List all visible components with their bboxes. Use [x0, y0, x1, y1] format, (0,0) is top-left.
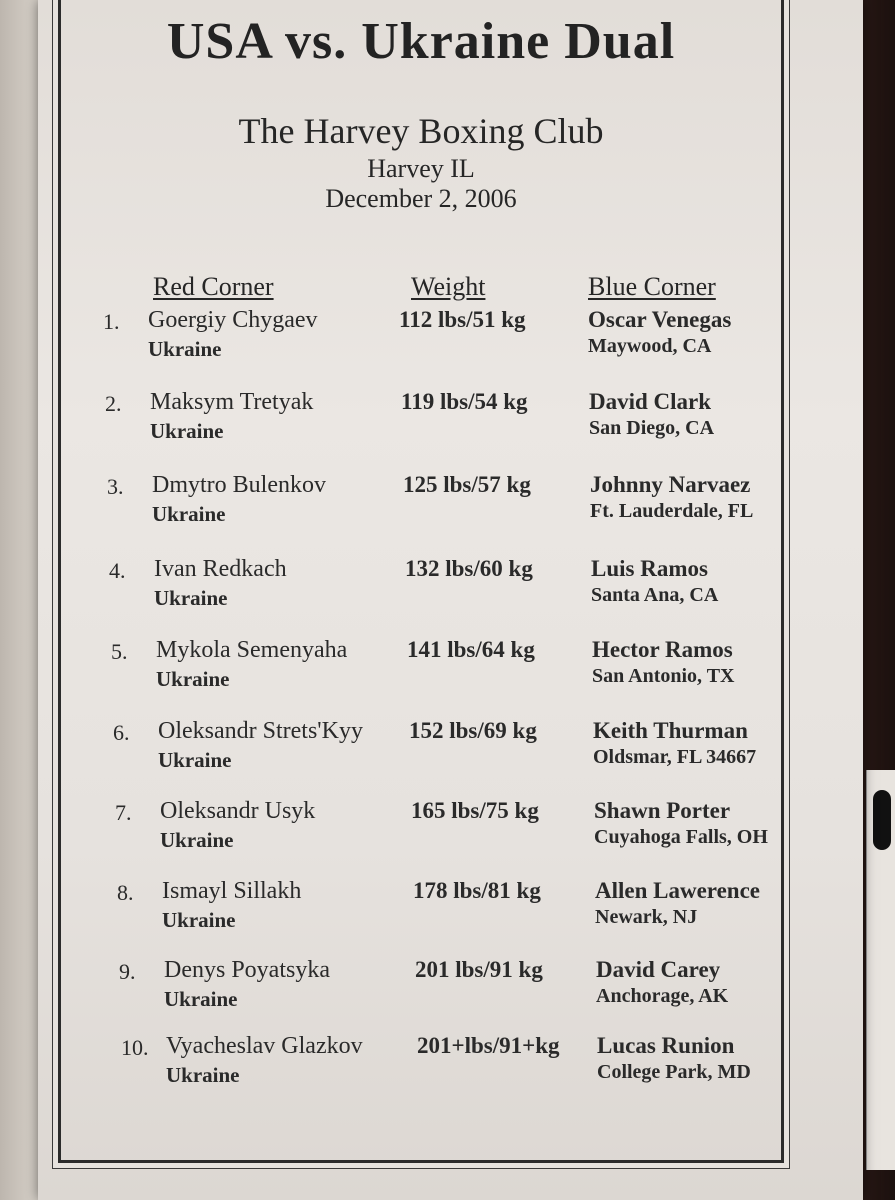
bout-row — [61, 637, 781, 707]
blue-corner-name: David Clark — [589, 389, 712, 414]
red-corner-country: Ukraine — [156, 667, 230, 691]
bout-weight: 152 lbs/69 kg — [409, 718, 537, 743]
bout-weight: 119 lbs/54 kg — [401, 389, 528, 414]
blue-corner-name: Luis Ramos — [591, 556, 708, 581]
blue-corner-location: San Antonio, TX — [592, 665, 735, 687]
bout-row — [61, 718, 781, 788]
bout-row — [61, 1033, 781, 1103]
bout-row — [61, 472, 781, 542]
red-corner-name: Oleksandr Usyk — [160, 798, 316, 824]
club-name: The Harvey Boxing Club — [238, 111, 604, 151]
bout-number: 3. — [107, 474, 124, 499]
red-corner-country: Ukraine — [154, 586, 228, 610]
bout-number: 4. — [109, 558, 126, 583]
red-corner-name: Denys Poyatsyka — [164, 957, 330, 983]
bout-number: 7. — [115, 800, 132, 825]
bout-number: 5. — [111, 639, 128, 664]
blue-corner-location: Cuyahoga Falls, OH — [594, 826, 768, 848]
bout-weight: 178 lbs/81 kg — [413, 878, 541, 903]
document-title: USA vs. Ukraine Dual — [166, 13, 676, 70]
blue-corner-name: Johnny Narvaez — [590, 472, 751, 497]
red-corner-name: Ismayl Sillakh — [162, 878, 302, 904]
header-red-corner: Red Corner — [153, 272, 274, 301]
adjacent-card — [866, 770, 895, 1170]
event-date: December 2, 2006 — [325, 184, 517, 213]
red-corner-name: Ivan Redkach — [154, 556, 287, 582]
red-corner-name: Oleksandr Strets'Kyy — [158, 718, 363, 744]
red-corner-country: Ukraine — [160, 828, 234, 852]
blue-corner-name: Keith Thurman — [593, 718, 748, 743]
blue-corner-name: Shawn Porter — [594, 798, 731, 823]
blue-corner-name: Allen Lawerence — [595, 878, 761, 903]
program-sheet — [38, 0, 863, 1200]
bout-number: 9. — [119, 959, 136, 984]
blue-corner-name: Hector Ramos — [592, 637, 733, 662]
blue-corner-location: Ft. Lauderdale, FL — [590, 500, 754, 522]
bout-row — [61, 389, 781, 459]
bout-weight: 201 lbs/91 kg — [415, 957, 543, 982]
header-blue-corner: Blue Corner — [588, 272, 716, 301]
red-corner-country: Ukraine — [162, 908, 236, 932]
blue-corner-location: Anchorage, AK — [596, 985, 729, 1007]
bout-weight: 125 lbs/57 kg — [403, 472, 531, 497]
blue-corner-location: College Park, MD — [597, 1061, 751, 1083]
bout-weight: 141 lbs/64 kg — [407, 637, 535, 662]
bout-weight: 201+lbs/91+kg — [417, 1033, 560, 1058]
red-corner-name: Goergiy Chygaev — [148, 307, 318, 333]
bout-row — [61, 556, 781, 626]
blue-corner-location: Maywood, CA — [588, 335, 712, 357]
blue-corner-location: Santa Ana, CA — [591, 584, 719, 606]
red-corner-country: Ukraine — [148, 337, 222, 361]
bout-number: 2. — [105, 391, 122, 416]
card-image — [873, 790, 891, 850]
bout-number: 10. — [121, 1035, 149, 1060]
bout-row — [61, 798, 781, 868]
red-corner-name: Mykola Semenyaha — [156, 637, 348, 663]
bout-number: 1. — [103, 309, 120, 334]
blue-corner-location: Oldsmar, FL 34667 — [593, 746, 757, 768]
bout-row — [61, 307, 781, 377]
page-border — [58, 0, 784, 1163]
red-corner-name: Vyacheslav Glazkov — [166, 1033, 363, 1059]
red-corner-country: Ukraine — [150, 419, 224, 443]
red-corner-name: Dmytro Bulenkov — [152, 472, 326, 498]
blue-corner-location: Newark, NJ — [595, 906, 698, 928]
blue-corner-name: Lucas Runion — [597, 1033, 735, 1058]
bout-number: 8. — [117, 880, 134, 905]
bout-row — [61, 957, 781, 1027]
red-corner-name: Maksym Tretyak — [150, 389, 314, 415]
bout-weight: 165 lbs/75 kg — [411, 798, 539, 823]
red-corner-country: Ukraine — [164, 987, 238, 1011]
event-location: Harvey IL — [367, 154, 475, 183]
bout-weight: 132 lbs/60 kg — [405, 556, 533, 581]
red-corner-country: Ukraine — [166, 1063, 240, 1087]
bout-weight: 112 lbs/51 kg — [399, 307, 526, 332]
bout-row — [61, 878, 781, 948]
blue-corner-name: Oscar Venegas — [588, 307, 732, 332]
header-weight: Weight — [411, 272, 486, 301]
blue-corner-location: San Diego, CA — [589, 417, 715, 439]
red-corner-country: Ukraine — [152, 502, 226, 526]
bout-number: 6. — [113, 720, 130, 745]
red-corner-country: Ukraine — [158, 748, 232, 772]
blue-corner-name: David Carey — [596, 957, 721, 982]
